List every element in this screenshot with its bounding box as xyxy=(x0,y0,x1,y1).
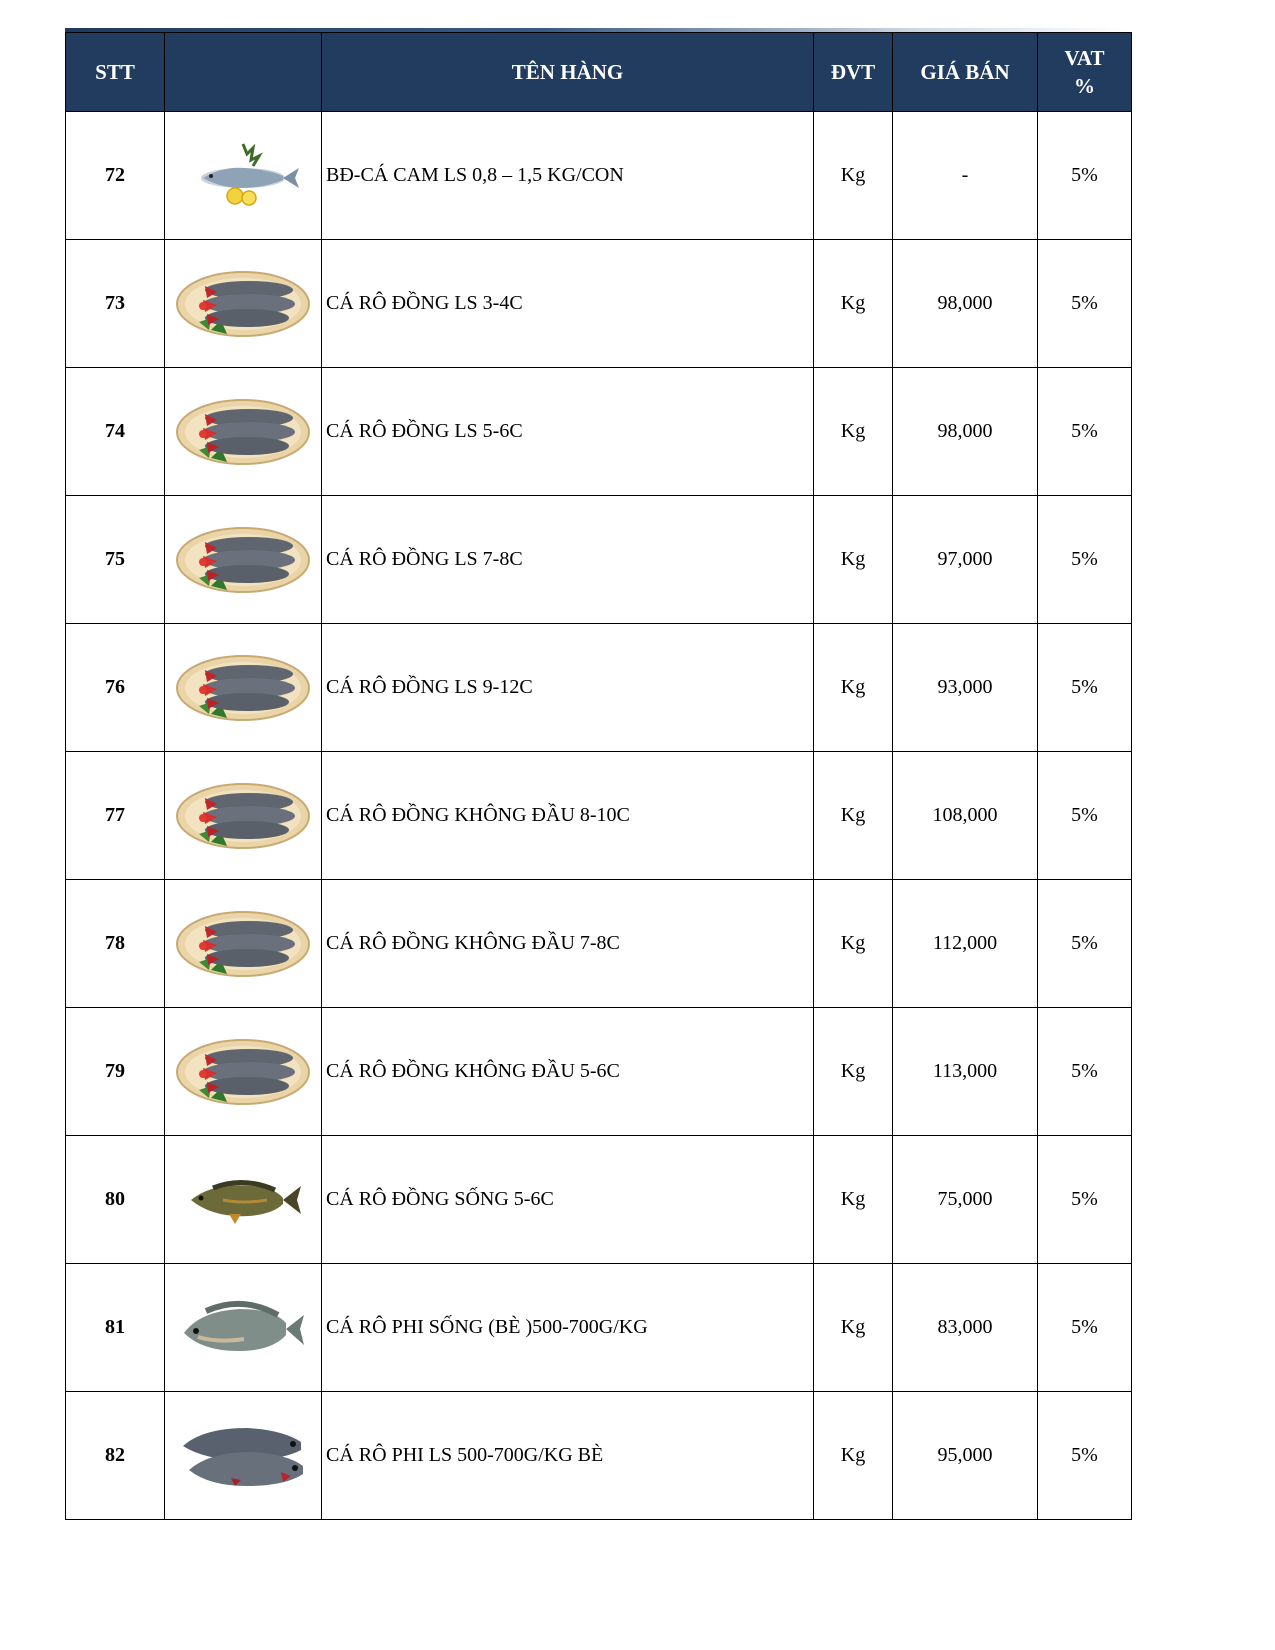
row-vat: 5% xyxy=(1038,1264,1132,1392)
row-stt: 72 xyxy=(66,112,165,240)
row-unit: Kg xyxy=(814,1392,893,1520)
row-price: 112,000 xyxy=(893,880,1038,1008)
row-vat: 5% xyxy=(1038,496,1132,624)
row-stt: 74 xyxy=(66,368,165,496)
row-name: CÁ RÔ ĐỒNG LS 9-12C xyxy=(322,624,814,752)
row-name: CÁ RÔ ĐỒNG LS 5-6C xyxy=(322,368,814,496)
row-stt: 82 xyxy=(66,1392,165,1520)
dried-fish-plate-image xyxy=(165,776,321,856)
row-image xyxy=(165,1264,322,1392)
header-unit: ĐVT xyxy=(814,33,893,112)
table-header xyxy=(66,33,1132,112)
table-body xyxy=(66,112,1132,1520)
row-vat: 5% xyxy=(1038,880,1132,1008)
row-unit: Kg xyxy=(814,496,893,624)
row-name: CÁ RÔ ĐỒNG SỐNG 5-6C xyxy=(322,1136,814,1264)
dried-fish-plate-image xyxy=(165,648,321,728)
row-price: 93,000 xyxy=(893,624,1038,752)
header-vat xyxy=(1038,33,1132,112)
row-name: CÁ RÔ ĐỒNG KHÔNG ĐẦU 5-6C xyxy=(322,1008,814,1136)
mackerel-fish-image xyxy=(165,136,321,216)
row-unit: Kg xyxy=(814,1264,893,1392)
row-unit: Kg xyxy=(814,240,893,368)
row-image xyxy=(165,1136,322,1264)
row-image xyxy=(165,240,322,368)
dried-fish-plate-image xyxy=(165,1032,321,1112)
row-price: - xyxy=(893,112,1038,240)
row-vat: 5% xyxy=(1038,1392,1132,1520)
row-stt: 77 xyxy=(66,752,165,880)
row-image xyxy=(165,752,322,880)
row-vat: 5% xyxy=(1038,1136,1132,1264)
header-price: GIÁ BÁN xyxy=(893,33,1038,112)
dried-fish-plate-image xyxy=(165,264,321,344)
table-row xyxy=(66,112,1132,240)
header-stt: STT xyxy=(66,33,165,112)
dried-fish-plate-image xyxy=(165,392,321,472)
row-stt: 73 xyxy=(66,240,165,368)
header-vat-line1: VAT xyxy=(1064,46,1105,70)
header-name: TÊN HÀNG xyxy=(322,33,814,112)
table-row xyxy=(66,1008,1132,1136)
row-price: 83,000 xyxy=(893,1264,1038,1392)
row-stt: 76 xyxy=(66,624,165,752)
header-image xyxy=(165,33,322,112)
row-price: 97,000 xyxy=(893,496,1038,624)
table-row xyxy=(66,752,1132,880)
table-row xyxy=(66,1136,1132,1264)
table-row xyxy=(66,368,1132,496)
row-image xyxy=(165,624,322,752)
row-name: CÁ RÔ ĐỒNG KHÔNG ĐẦU 8-10C xyxy=(322,752,814,880)
row-vat: 5% xyxy=(1038,368,1132,496)
row-unit: Kg xyxy=(814,624,893,752)
row-stt: 75 xyxy=(66,496,165,624)
dried-fish-plate-image xyxy=(165,904,321,984)
price-table xyxy=(65,32,1132,1520)
row-price: 108,000 xyxy=(893,752,1038,880)
row-price: 95,000 xyxy=(893,1392,1038,1520)
row-vat: 5% xyxy=(1038,752,1132,880)
row-name: CÁ RÔ PHI LS 500-700G/KG BÈ xyxy=(322,1392,814,1520)
row-stt: 78 xyxy=(66,880,165,1008)
row-unit: Kg xyxy=(814,368,893,496)
row-name: CÁ RÔ ĐỒNG LS 7-8C xyxy=(322,496,814,624)
live-perch-image xyxy=(165,1170,321,1230)
row-price: 98,000 xyxy=(893,240,1038,368)
row-vat: 5% xyxy=(1038,112,1132,240)
table-row xyxy=(66,624,1132,752)
row-name: CÁ RÔ PHI SỐNG (BÈ )500-700G/KG xyxy=(322,1264,814,1392)
header-row xyxy=(66,33,1132,112)
row-vat: 5% xyxy=(1038,240,1132,368)
row-stt: 80 xyxy=(66,1136,165,1264)
table-row xyxy=(66,496,1132,624)
row-image xyxy=(165,1008,322,1136)
row-price: 75,000 xyxy=(893,1136,1038,1264)
row-unit: Kg xyxy=(814,752,893,880)
row-unit: Kg xyxy=(814,1008,893,1136)
header-vat-line2: % xyxy=(1074,74,1095,98)
tilapia-pair-image xyxy=(165,1416,321,1496)
row-image xyxy=(165,1392,322,1520)
row-stt: 79 xyxy=(66,1008,165,1136)
row-price: 113,000 xyxy=(893,1008,1038,1136)
row-unit: Kg xyxy=(814,112,893,240)
table-row xyxy=(66,240,1132,368)
row-stt: 81 xyxy=(66,1264,165,1392)
row-image xyxy=(165,880,322,1008)
row-image xyxy=(165,496,322,624)
row-unit: Kg xyxy=(814,880,893,1008)
row-name: CÁ RÔ ĐỒNG KHÔNG ĐẦU 7-8C xyxy=(322,880,814,1008)
dried-fish-plate-image xyxy=(165,520,321,600)
tilapia-image xyxy=(165,1293,321,1363)
table-row xyxy=(66,880,1132,1008)
row-name: BĐ-CÁ CAM LS 0,8 – 1,5 KG/CON xyxy=(322,112,814,240)
row-name: CÁ RÔ ĐỒNG LS 3-4C xyxy=(322,240,814,368)
row-vat: 5% xyxy=(1038,624,1132,752)
row-image xyxy=(165,112,322,240)
table-row xyxy=(66,1264,1132,1392)
row-price: 98,000 xyxy=(893,368,1038,496)
row-vat: 5% xyxy=(1038,1008,1132,1136)
row-unit: Kg xyxy=(814,1136,893,1264)
row-image xyxy=(165,368,322,496)
table-row xyxy=(66,1392,1132,1520)
